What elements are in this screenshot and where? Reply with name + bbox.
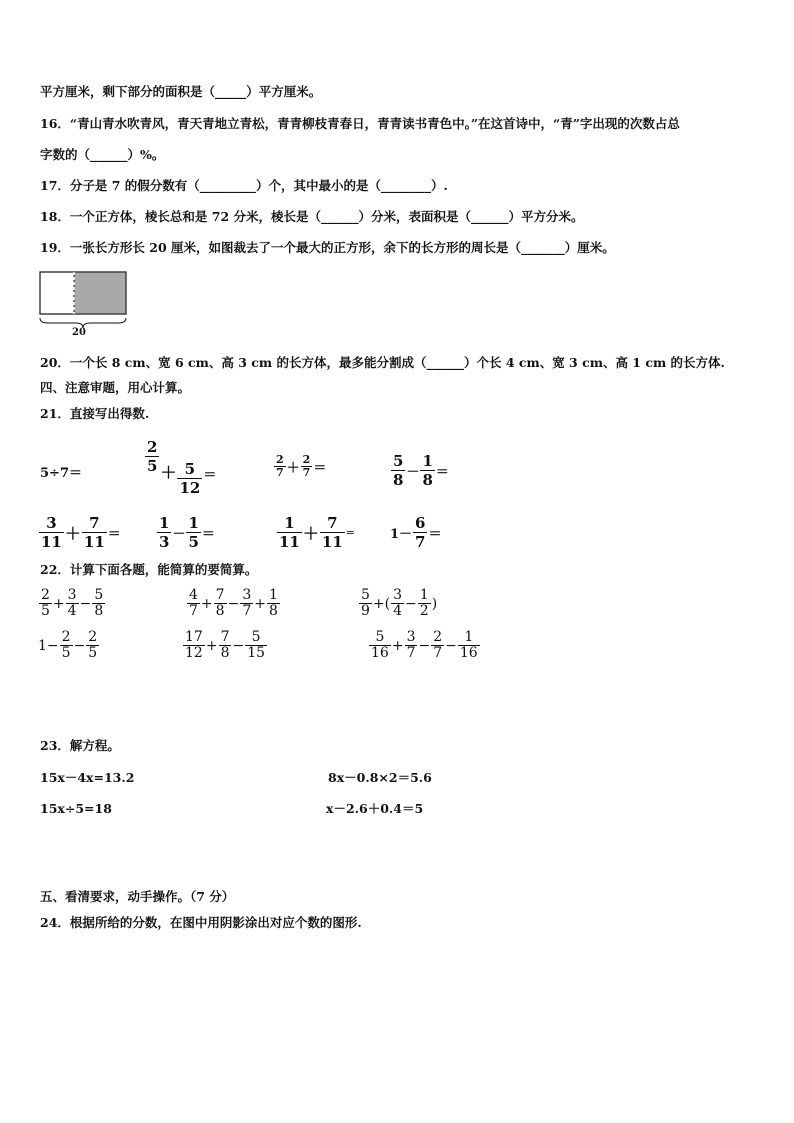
question-19: 19．一张长方形长 20 厘米，如图裁去了一个最大的正方形，余下的长方形的周长是（_______）厘米。 <box>40 240 615 255</box>
question-23: 23．解方程。 <box>40 738 120 753</box>
question-17: 17．分子是 7 的假分数有（_________）个，其中最小的是（________）. <box>40 178 448 193</box>
expr-22-6: $\frac{5}{16}$ + $\frac{3}{7}$ − $\frac{2}{7}$ − $\frac{1}{16}$ <box>371 629 478 661</box>
question-16-line1: 16．“青山青水吹青风，青天青地立青松，青青柳枝青春日，青青读书青色中。”在这首诗中，“青”字出现的次数占总 <box>40 116 680 131</box>
question-16-line2: 字数的（______）%。 <box>40 147 165 162</box>
expr-21-2: $\frac{2}{5}$ ＋ $\frac{5}{12}$ ＝ <box>147 438 217 497</box>
question-20: 20．一个长 8 cm、宽 6 cm、高 3 cm 的长方体，最多能分割成（______）个长 4 cm、宽 3 cm、高 1 cm 的长方体. <box>40 355 725 370</box>
expr-22-4: 1− $\frac{2}{5}$ − $\frac{2}{5}$ <box>38 629 98 661</box>
equation-1: 15x－4x=13.2 <box>40 770 135 785</box>
equation-3: 15x÷5=18 <box>40 801 112 816</box>
expr-21-3: $\frac{2}{7}$ ＋ $\frac{2}{7}$ ＝ <box>276 453 327 479</box>
section-5-heading: 五、看清要求，动手操作。（7 分） <box>40 889 235 904</box>
equation-4: x－2.6＋0.4＝5 <box>326 801 424 816</box>
text-line-area: 平方厘米，剩下部分的面积是（_____）平方厘米。 <box>40 84 322 99</box>
expr-21-8: 1－ $\frac{6}{7}$ ＝ <box>390 514 442 551</box>
expr-22-3: $\frac{5}{9}$ +( $\frac{3}{4}$ − $\frac{1}{2}$ ) <box>361 587 438 619</box>
expr-21-7: $\frac{1}{11}$ ＋ $\frac{7}{11}$ = <box>279 514 355 551</box>
figure-length-label: 20 <box>72 327 86 338</box>
question-21: 21．直接写出得数. <box>40 406 150 421</box>
equation-2: 8x－0.8×2＝5.6 <box>328 770 432 785</box>
expr-22-5: $\frac{17}{12}$ + $\frac{7}{8}$ − $\frac{5}{15}$ <box>185 629 266 661</box>
question-22: 22．计算下面各题，能简算的要简算。 <box>40 562 258 577</box>
expr-21-5: $\frac{3}{11}$ ＋ $\frac{7}{11}$ ＝ <box>41 514 121 551</box>
question-24: 24．根据所给的分数，在图中用阴影涂出对应个数的图形. <box>40 915 362 930</box>
expr-22-1: $\frac{2}{5}$ + $\frac{3}{4}$ − $\frac{5}{8}$ <box>41 587 104 619</box>
expr-21-6: $\frac{1}{3}$ － $\frac{1}{5}$ ＝ <box>159 514 215 551</box>
question-18: 18．一个正方体，棱长总和是 72 分米，棱长是（______）分米，表面积是（______）平方分米。 <box>40 209 584 224</box>
expr-22-2: $\frac{4}{7}$ + $\frac{7}{8}$ − $\frac{3}{7}$ + $\frac{1}{8}$ <box>189 587 278 619</box>
expr-21-4: $\frac{5}{8}$ － $\frac{1}{8}$ ＝ <box>393 452 449 489</box>
expr-21-1: 5÷7＝ <box>40 466 82 481</box>
section-4-heading: 四、注意审题，用心计算。 <box>40 380 191 395</box>
